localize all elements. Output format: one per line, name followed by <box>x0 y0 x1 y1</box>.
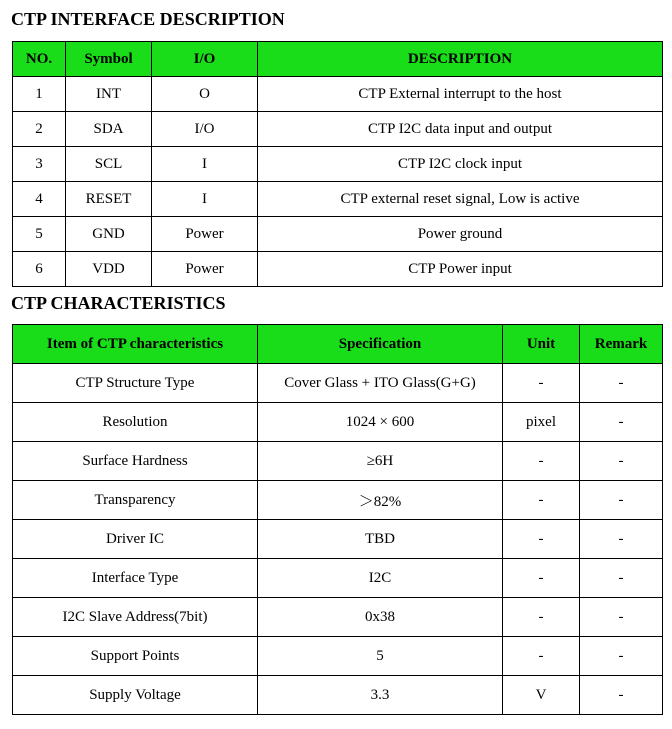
cell-unit: - <box>503 637 580 676</box>
cell-remark: - <box>580 559 663 598</box>
table-row <box>13 252 663 287</box>
header-remark: Remark <box>580 325 663 364</box>
cell-io: Power <box>152 217 258 252</box>
table-row <box>13 364 663 403</box>
cell-item: Resolution <box>13 403 258 442</box>
cell-item: Support Points <box>13 637 258 676</box>
table-header-row <box>13 325 663 364</box>
cell-specification: 3.3 <box>258 676 503 715</box>
table-row <box>13 481 663 520</box>
cell-specification: 0x38 <box>258 598 503 637</box>
interface-table <box>12 41 663 287</box>
cell-io: I <box>152 147 258 182</box>
header-io: I/O <box>152 42 258 77</box>
table-row <box>13 559 663 598</box>
table-row <box>13 182 663 217</box>
table-row <box>13 598 663 637</box>
cell-no: 5 <box>13 217 66 252</box>
cell-symbol: SCL <box>66 147 152 182</box>
cell-description: CTP External interrupt to the host <box>258 77 663 112</box>
cell-remark: - <box>580 403 663 442</box>
cell-io: O <box>152 77 258 112</box>
characteristics-table <box>12 324 663 715</box>
header-unit: Unit <box>503 325 580 364</box>
cell-unit: - <box>503 442 580 481</box>
cell-io: I <box>152 182 258 217</box>
cell-no: 4 <box>13 182 66 217</box>
characteristics-section-title: CTP CHARACTERISTICS <box>11 293 226 313</box>
header-item: Item of CTP characteristics <box>13 325 258 364</box>
cell-unit: - <box>503 598 580 637</box>
cell-remark: - <box>580 598 663 637</box>
cell-symbol: GND <box>66 217 152 252</box>
cell-remark: - <box>580 676 663 715</box>
cell-description: CTP I2C data input and output <box>258 112 663 147</box>
header-specification: Specification <box>258 325 503 364</box>
cell-specification: TBD <box>258 520 503 559</box>
cell-specification: ＞82% <box>258 481 503 520</box>
table-row <box>13 217 663 252</box>
cell-specification: I2C <box>258 559 503 598</box>
cell-symbol: INT <box>66 77 152 112</box>
cell-item: I2C Slave Address(7bit) <box>13 598 258 637</box>
table-row <box>13 676 663 715</box>
table-row <box>13 637 663 676</box>
cell-unit: V <box>503 676 580 715</box>
cell-item: Surface Hardness <box>13 442 258 481</box>
cell-symbol: VDD <box>66 252 152 287</box>
cell-unit: - <box>503 364 580 403</box>
cell-description: CTP external reset signal, Low is active <box>258 182 663 217</box>
cell-no: 6 <box>13 252 66 287</box>
cell-description: CTP I2C clock input <box>258 147 663 182</box>
header-no: NO. <box>13 42 66 77</box>
cell-specification: ≥6H <box>258 442 503 481</box>
cell-item: Driver IC <box>13 520 258 559</box>
table-row <box>13 442 663 481</box>
table-header-row <box>13 42 663 77</box>
cell-description: CTP Power input <box>258 252 663 287</box>
cell-unit: - <box>503 559 580 598</box>
cell-remark: - <box>580 520 663 559</box>
cell-description: Power ground <box>258 217 663 252</box>
cell-remark: - <box>580 442 663 481</box>
cell-no: 1 <box>13 77 66 112</box>
cell-item: Transparency <box>13 481 258 520</box>
cell-item: Supply Voltage <box>13 676 258 715</box>
cell-specification: Cover Glass + ITO Glass(G+G) <box>258 364 503 403</box>
table-row <box>13 403 663 442</box>
interface-section-title: CTP INTERFACE DESCRIPTION <box>11 9 285 29</box>
cell-remark: - <box>580 637 663 676</box>
header-symbol: Symbol <box>66 42 152 77</box>
cell-item: Interface Type <box>13 559 258 598</box>
table-row <box>13 520 663 559</box>
cell-specification: 1024 × 600 <box>258 403 503 442</box>
cell-specification: 5 <box>258 637 503 676</box>
cell-io: I/O <box>152 112 258 147</box>
cell-unit: - <box>503 481 580 520</box>
cell-no: 3 <box>13 147 66 182</box>
cell-no: 2 <box>13 112 66 147</box>
cell-unit: - <box>503 520 580 559</box>
cell-unit: pixel <box>503 403 580 442</box>
cell-symbol: RESET <box>66 182 152 217</box>
header-description: DESCRIPTION <box>258 42 663 77</box>
table-row <box>13 77 663 112</box>
cell-remark: - <box>580 364 663 403</box>
cell-io: Power <box>152 252 258 287</box>
table-row <box>13 147 663 182</box>
table-row <box>13 112 663 147</box>
cell-item: CTP Structure Type <box>13 364 258 403</box>
cell-symbol: SDA <box>66 112 152 147</box>
cell-remark: - <box>580 481 663 520</box>
